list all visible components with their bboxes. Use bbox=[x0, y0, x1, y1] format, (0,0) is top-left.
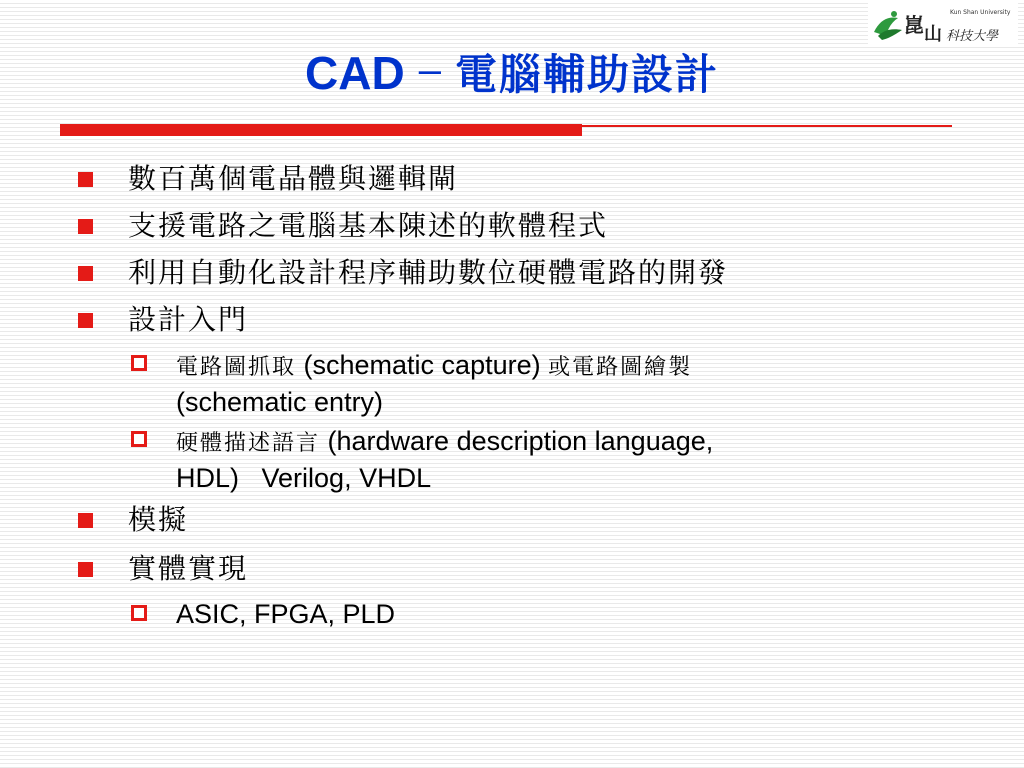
sub-bullet-line bbox=[176, 348, 692, 385]
logo-glyph-shan: 山 bbox=[924, 24, 942, 45]
logo-glyph-kun: 崑 bbox=[904, 13, 924, 37]
bullet-square-icon bbox=[78, 313, 93, 328]
sub-bullet-hollow-square-icon bbox=[131, 605, 147, 621]
bullet-item: 利用自動化設計程序輔助數位硬體電路的開發 bbox=[128, 256, 729, 289]
bullet-item: 模擬 bbox=[128, 503, 189, 536]
sub-bullet-item bbox=[176, 597, 395, 631]
sub-bullet-text: (schematic capture) bbox=[296, 350, 549, 380]
bullet-square-icon bbox=[78, 562, 93, 577]
title-underline-thick bbox=[60, 124, 582, 136]
sub-bullet-line bbox=[176, 424, 713, 461]
sub-bullet-line: HDL) Verilog, VHDL bbox=[176, 463, 432, 493]
sub-bullet-line: ASIC, FPGA, PLD bbox=[176, 599, 396, 629]
logo-english-name: Kun Shan University bbox=[950, 9, 1011, 16]
logo-subtitle: 科技大學 bbox=[946, 29, 999, 44]
slide-title bbox=[0, 42, 1024, 116]
bullet-item: 設計入門 bbox=[128, 303, 249, 336]
sub-bullet-hollow-square-icon bbox=[131, 431, 147, 447]
sub-bullet-text-cjk: 電路圖抓取 bbox=[176, 355, 297, 380]
sub-bullet-item bbox=[176, 348, 692, 419]
sub-bullet-text-cjk: 硬體描述語言 bbox=[176, 431, 321, 456]
university-logo bbox=[868, 2, 1018, 46]
title-chinese: 電腦輔助設計 bbox=[454, 50, 719, 99]
bullet-square-icon bbox=[78, 172, 93, 187]
sub-bullet-text-cjk: 或電路圖繪製 bbox=[548, 355, 693, 380]
title-dash: – bbox=[418, 48, 441, 92]
bullet-square-icon bbox=[78, 513, 93, 528]
sub-bullet-hollow-square-icon bbox=[131, 355, 147, 371]
sub-bullet-line: (schematic entry) bbox=[176, 387, 384, 417]
bullet-square-icon bbox=[78, 219, 93, 234]
university-logo-graphic bbox=[868, 2, 1018, 46]
bullet-square-icon bbox=[78, 266, 93, 281]
bullet-item: 數百萬個電晶體與邏輯閘 bbox=[128, 162, 459, 195]
bullet-item: 實體實現 bbox=[128, 552, 249, 585]
sub-bullet-item bbox=[176, 424, 713, 495]
sub-bullet-text: (hardware description language, bbox=[320, 426, 714, 456]
title-underline-thin bbox=[582, 125, 952, 127]
bullet-item: 支援電路之電腦基本陳述的軟體程式 bbox=[128, 209, 609, 242]
title-latin: CAD bbox=[305, 47, 405, 99]
